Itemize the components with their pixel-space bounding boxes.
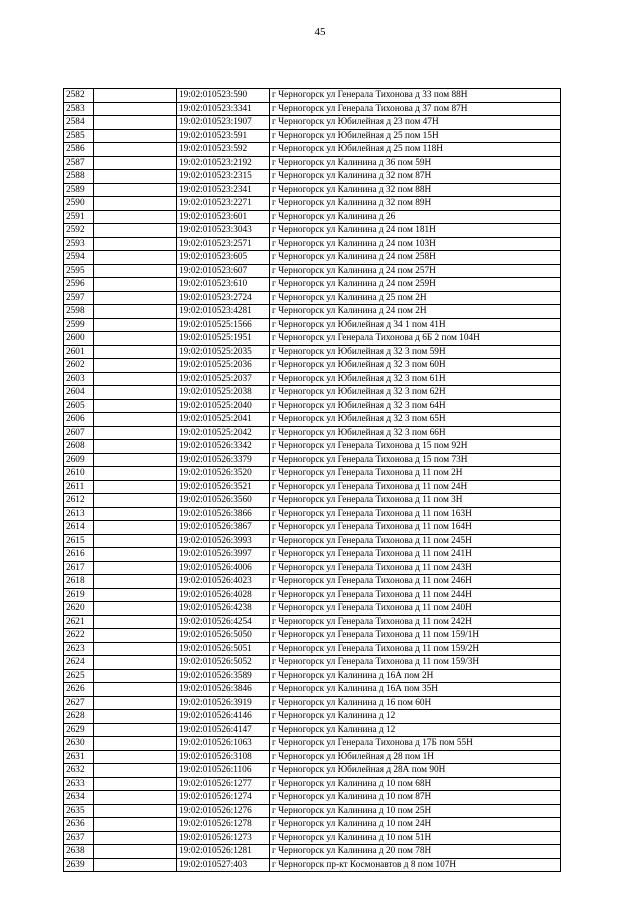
table-row bbox=[64, 629, 561, 643]
table-row bbox=[64, 291, 561, 305]
row-number-cell: 2597 bbox=[64, 291, 94, 305]
empty-cell bbox=[94, 89, 177, 103]
empty-cell bbox=[94, 615, 177, 629]
address-cell: г Черногорск ул Калинина д 36 пом 59Н bbox=[270, 156, 561, 170]
cadastral-number-cell: 19:02:010526:1281 bbox=[177, 845, 270, 859]
table-row bbox=[64, 116, 561, 130]
address-cell: г Черногорск ул Калинина д 32 пом 89Н bbox=[270, 197, 561, 211]
table-row bbox=[64, 845, 561, 859]
address-cell: г Черногорск ул Юбилейная д 32 3 пом 60Н bbox=[270, 359, 561, 373]
address-cell: г Черногорск ул Генерала Тихонова д 15 пом 92Н bbox=[270, 440, 561, 454]
empty-cell bbox=[94, 210, 177, 224]
empty-cell bbox=[94, 629, 177, 643]
cadastral-number-cell: 19:02:010526:4147 bbox=[177, 723, 270, 737]
address-cell: г Черногорск ул Юбилейная д 28А пом 90Н bbox=[270, 764, 561, 778]
table-row bbox=[64, 305, 561, 319]
row-number-cell: 2608 bbox=[64, 440, 94, 454]
cadastral-number-cell: 19:02:010526:4238 bbox=[177, 602, 270, 616]
address-cell: г Черногорск ул Калинина д 10 пом 87Н bbox=[270, 791, 561, 805]
address-cell: г Черногорск ул Калинина д 24 пом 2Н bbox=[270, 305, 561, 319]
address-cell: г Черногорск ул Генерала Тихонова д 11 пом 243Н bbox=[270, 561, 561, 575]
row-number-cell: 2637 bbox=[64, 831, 94, 845]
empty-cell bbox=[94, 521, 177, 535]
table-row bbox=[64, 332, 561, 346]
row-number-cell: 2633 bbox=[64, 777, 94, 791]
address-cell: г Черногорск ул Юбилейная д 32 3 пом 65Н bbox=[270, 413, 561, 427]
cadastral-number-cell: 19:02:010526:3867 bbox=[177, 521, 270, 535]
address-cell: г Черногорск ул Генерала Тихонова д 11 пом 2Н bbox=[270, 467, 561, 481]
empty-cell bbox=[94, 183, 177, 197]
cadastral-number-cell: 19:02:010523:601 bbox=[177, 210, 270, 224]
table-row bbox=[64, 467, 561, 481]
table-row bbox=[64, 426, 561, 440]
row-number-cell: 2614 bbox=[64, 521, 94, 535]
empty-cell bbox=[94, 116, 177, 130]
address-cell: г Черногорск ул Калинина д 16А пом 2Н bbox=[270, 669, 561, 683]
address-cell: г Черногорск ул Генерала Тихонова д 11 пом 164Н bbox=[270, 521, 561, 535]
cadastral-number-cell: 19:02:010527:403 bbox=[177, 858, 270, 872]
empty-cell bbox=[94, 291, 177, 305]
row-number-cell: 2593 bbox=[64, 237, 94, 251]
table-row bbox=[64, 399, 561, 413]
cadastral-number-cell: 19:02:010523:2724 bbox=[177, 291, 270, 305]
empty-cell bbox=[94, 656, 177, 670]
cadastral-number-cell: 19:02:010525:2035 bbox=[177, 345, 270, 359]
table-row bbox=[64, 453, 561, 467]
empty-cell bbox=[94, 102, 177, 116]
cadastral-number-cell: 19:02:010526:3520 bbox=[177, 467, 270, 481]
row-number-cell: 2607 bbox=[64, 426, 94, 440]
table-row bbox=[64, 197, 561, 211]
address-cell: г Черногорск ул Генерала Тихонова д 15 пом 73Н bbox=[270, 453, 561, 467]
table-row bbox=[64, 210, 561, 224]
address-cell: г Черногорск ул Юбилейная д 28 пом 1Н bbox=[270, 750, 561, 764]
empty-cell bbox=[94, 507, 177, 521]
row-number-cell: 2639 bbox=[64, 858, 94, 872]
address-cell: г Черногорск ул Генерала Тихонова д 11 пом 159/3Н bbox=[270, 656, 561, 670]
table-row bbox=[64, 251, 561, 265]
empty-cell bbox=[94, 494, 177, 508]
cadastral-number-cell: 19:02:010526:1063 bbox=[177, 737, 270, 751]
cadastral-number-cell: 19:02:010526:1276 bbox=[177, 804, 270, 818]
empty-cell bbox=[94, 129, 177, 143]
address-cell: г Черногорск ул Калинина д 20 пом 78Н bbox=[270, 845, 561, 859]
row-number-cell: 2582 bbox=[64, 89, 94, 103]
row-number-cell: 2603 bbox=[64, 372, 94, 386]
row-number-cell: 2632 bbox=[64, 764, 94, 778]
cadastral-number-cell: 19:02:010523:3043 bbox=[177, 224, 270, 238]
table-row bbox=[64, 737, 561, 751]
row-number-cell: 2604 bbox=[64, 386, 94, 400]
empty-cell bbox=[94, 372, 177, 386]
cadastral-number-cell: 19:02:010526:5050 bbox=[177, 629, 270, 643]
table-row bbox=[64, 696, 561, 710]
cadastral-number-cell: 19:02:010526:3997 bbox=[177, 548, 270, 562]
row-number-cell: 2589 bbox=[64, 183, 94, 197]
page-number: 45 bbox=[314, 26, 326, 38]
cadastral-number-cell: 19:02:010526:1277 bbox=[177, 777, 270, 791]
cadastral-number-cell: 19:02:010526:4254 bbox=[177, 615, 270, 629]
address-cell: г Черногорск ул Генерала Тихонова д 33 пом 88Н bbox=[270, 89, 561, 103]
address-cell: г Черногорск ул Калинина д 10 пом 24Н bbox=[270, 818, 561, 832]
row-number-cell: 2612 bbox=[64, 494, 94, 508]
table-row bbox=[64, 156, 561, 170]
empty-cell bbox=[94, 764, 177, 778]
empty-cell bbox=[94, 426, 177, 440]
row-number-cell: 2601 bbox=[64, 345, 94, 359]
address-cell: г Черногорск ул Юбилейная д 32 3 пом 61Н bbox=[270, 372, 561, 386]
table-row bbox=[64, 143, 561, 157]
table-row bbox=[64, 480, 561, 494]
address-cell: г Черногорск ул Калинина д 24 пом 259Н bbox=[270, 278, 561, 292]
empty-cell bbox=[94, 737, 177, 751]
row-number-cell: 2619 bbox=[64, 588, 94, 602]
cadastral-number-cell: 19:02:010523:592 bbox=[177, 143, 270, 157]
address-cell: г Черногорск ул Юбилейная д 32 3 пом 66Н bbox=[270, 426, 561, 440]
cadastral-number-cell: 19:02:010526:4146 bbox=[177, 710, 270, 724]
table-row bbox=[64, 237, 561, 251]
cadastral-number-cell: 19:02:010525:2037 bbox=[177, 372, 270, 386]
empty-cell bbox=[94, 413, 177, 427]
row-number-cell: 2609 bbox=[64, 453, 94, 467]
table-row bbox=[64, 764, 561, 778]
row-number-cell: 2627 bbox=[64, 696, 94, 710]
empty-cell bbox=[94, 696, 177, 710]
table-row bbox=[64, 575, 561, 589]
cadastral-number-cell: 19:02:010526:3379 bbox=[177, 453, 270, 467]
table-row bbox=[64, 102, 561, 116]
cadastral-number-cell: 19:02:010526:4028 bbox=[177, 588, 270, 602]
cadastral-number-cell: 19:02:010526:4006 bbox=[177, 561, 270, 575]
address-cell: г Черногорск ул Генерала Тихонова д 11 пом 3Н bbox=[270, 494, 561, 508]
row-number-cell: 2590 bbox=[64, 197, 94, 211]
cadastral-number-cell: 19:02:010526:3866 bbox=[177, 507, 270, 521]
address-cell: г Черногорск ул Генерала Тихонова д 11 пом 163Н bbox=[270, 507, 561, 521]
table-row bbox=[64, 615, 561, 629]
row-number-cell: 2634 bbox=[64, 791, 94, 805]
empty-cell bbox=[94, 453, 177, 467]
empty-cell bbox=[94, 440, 177, 454]
empty-cell bbox=[94, 197, 177, 211]
cadastral-number-cell: 19:02:010525:2040 bbox=[177, 399, 270, 413]
row-number-cell: 2624 bbox=[64, 656, 94, 670]
table-row bbox=[64, 507, 561, 521]
row-number-cell: 2602 bbox=[64, 359, 94, 373]
address-cell: г Черногорск ул Калинина д 16 пом 60Н bbox=[270, 696, 561, 710]
table-row bbox=[64, 669, 561, 683]
address-cell: г Черногорск ул Юбилейная д 32 3 пом 62Н bbox=[270, 386, 561, 400]
address-cell: г Черногорск ул Юбилейная д 32 3 пом 64Н bbox=[270, 399, 561, 413]
empty-cell bbox=[94, 723, 177, 737]
address-cell: г Черногорск ул Калинина д 12 bbox=[270, 710, 561, 724]
row-number-cell: 2595 bbox=[64, 264, 94, 278]
address-cell: г Черногорск ул Генерала Тихонова д 17Б пом 55Н bbox=[270, 737, 561, 751]
row-number-cell: 2606 bbox=[64, 413, 94, 427]
table-row bbox=[64, 548, 561, 562]
empty-cell bbox=[94, 251, 177, 265]
table-row bbox=[64, 413, 561, 427]
table-row bbox=[64, 858, 561, 872]
cadastral-number-cell: 19:02:010526:3993 bbox=[177, 534, 270, 548]
row-number-cell: 2598 bbox=[64, 305, 94, 319]
cadastral-number-cell: 19:02:010526:5051 bbox=[177, 642, 270, 656]
empty-cell bbox=[94, 804, 177, 818]
cadastral-number-cell: 19:02:010526:3108 bbox=[177, 750, 270, 764]
row-number-cell: 2585 bbox=[64, 129, 94, 143]
table-row bbox=[64, 642, 561, 656]
row-number-cell: 2617 bbox=[64, 561, 94, 575]
address-cell: г Черногорск ул Калинина д 16А пом 35Н bbox=[270, 683, 561, 697]
row-number-cell: 2610 bbox=[64, 467, 94, 481]
address-cell: г Черногорск ул Генерала Тихонова д 11 пом 241Н bbox=[270, 548, 561, 562]
row-number-cell: 2621 bbox=[64, 615, 94, 629]
address-cell: г Черногорск ул Калинина д 10 пом 68Н bbox=[270, 777, 561, 791]
cadastral-number-cell: 19:02:010523:590 bbox=[177, 89, 270, 103]
table-row bbox=[64, 804, 561, 818]
cadastral-number-cell: 19:02:010526:3919 bbox=[177, 696, 270, 710]
row-number-cell: 2618 bbox=[64, 575, 94, 589]
cadastral-number-cell: 19:02:010526:1278 bbox=[177, 818, 270, 832]
cadastral-number-cell: 19:02:010526:3521 bbox=[177, 480, 270, 494]
address-cell: г Черногорск ул Генерала Тихонова д 11 пом 159/2Н bbox=[270, 642, 561, 656]
empty-cell bbox=[94, 386, 177, 400]
row-number-cell: 2596 bbox=[64, 278, 94, 292]
registry-table-body bbox=[64, 89, 561, 872]
table-row bbox=[64, 777, 561, 791]
empty-cell bbox=[94, 575, 177, 589]
row-number-cell: 2630 bbox=[64, 737, 94, 751]
empty-cell bbox=[94, 750, 177, 764]
row-number-cell: 2588 bbox=[64, 170, 94, 184]
empty-cell bbox=[94, 480, 177, 494]
table-row bbox=[64, 602, 561, 616]
table-row bbox=[64, 264, 561, 278]
table-row bbox=[64, 372, 561, 386]
table-row bbox=[64, 818, 561, 832]
empty-cell bbox=[94, 710, 177, 724]
empty-cell bbox=[94, 399, 177, 413]
cadastral-number-cell: 19:02:010526:5052 bbox=[177, 656, 270, 670]
cadastral-number-cell: 19:02:010526:3560 bbox=[177, 494, 270, 508]
empty-cell bbox=[94, 683, 177, 697]
cadastral-number-cell: 19:02:010525:2042 bbox=[177, 426, 270, 440]
table-row bbox=[64, 831, 561, 845]
empty-cell bbox=[94, 467, 177, 481]
empty-cell bbox=[94, 359, 177, 373]
empty-cell bbox=[94, 278, 177, 292]
cadastral-number-cell: 19:02:010523:607 bbox=[177, 264, 270, 278]
empty-cell bbox=[94, 548, 177, 562]
row-number-cell: 2594 bbox=[64, 251, 94, 265]
address-cell: г Черногорск ул Юбилейная д 34 1 пом 41Н bbox=[270, 318, 561, 332]
address-cell: г Черногорск ул Генерала Тихонова д 11 пом 240Н bbox=[270, 602, 561, 616]
table-row bbox=[64, 89, 561, 103]
table-row bbox=[64, 386, 561, 400]
empty-cell bbox=[94, 602, 177, 616]
cadastral-number-cell: 19:02:010523:2341 bbox=[177, 183, 270, 197]
row-number-cell: 2599 bbox=[64, 318, 94, 332]
table-row bbox=[64, 129, 561, 143]
cadastral-number-cell: 19:02:010525:2041 bbox=[177, 413, 270, 427]
address-cell: г Черногорск ул Генерала Тихонова д 11 пом 245Н bbox=[270, 534, 561, 548]
row-number-cell: 2587 bbox=[64, 156, 94, 170]
table-row bbox=[64, 440, 561, 454]
empty-cell bbox=[94, 345, 177, 359]
cadastral-number-cell: 19:02:010526:1106 bbox=[177, 764, 270, 778]
address-cell: г Черногорск ул Калинина д 32 пом 88Н bbox=[270, 183, 561, 197]
row-number-cell: 2605 bbox=[64, 399, 94, 413]
empty-cell bbox=[94, 237, 177, 251]
table-row bbox=[64, 278, 561, 292]
row-number-cell: 2615 bbox=[64, 534, 94, 548]
address-cell: г Черногорск ул Калинина д 10 пом 51Н bbox=[270, 831, 561, 845]
table-row bbox=[64, 183, 561, 197]
address-cell: г Черногорск ул Генерала Тихонова д 6Б 2 пом 104Н bbox=[270, 332, 561, 346]
table-row bbox=[64, 494, 561, 508]
cadastral-number-cell: 19:02:010525:1566 bbox=[177, 318, 270, 332]
address-cell: г Черногорск ул Калинина д 24 пом 258Н bbox=[270, 251, 561, 265]
empty-cell bbox=[94, 332, 177, 346]
address-cell: г Черногорск ул Генерала Тихонова д 11 пом 246Н bbox=[270, 575, 561, 589]
empty-cell bbox=[94, 818, 177, 832]
empty-cell bbox=[94, 588, 177, 602]
address-cell: г Черногорск ул Калинина д 10 пом 25Н bbox=[270, 804, 561, 818]
address-cell: г Черногорск пр-кт Космонавтов д 8 пом 107Н bbox=[270, 858, 561, 872]
address-cell: г Черногорск ул Калинина д 24 пом 103Н bbox=[270, 237, 561, 251]
address-cell: г Черногорск ул Калинина д 26 bbox=[270, 210, 561, 224]
table-row bbox=[64, 588, 561, 602]
row-number-cell: 2622 bbox=[64, 629, 94, 643]
address-cell: г Черногорск ул Генерала Тихонова д 37 пом 87Н bbox=[270, 102, 561, 116]
empty-cell bbox=[94, 845, 177, 859]
table-row bbox=[64, 224, 561, 238]
row-number-cell: 2638 bbox=[64, 845, 94, 859]
row-number-cell: 2636 bbox=[64, 818, 94, 832]
cadastral-number-cell: 19:02:010526:3846 bbox=[177, 683, 270, 697]
cadastral-number-cell: 19:02:010525:1951 bbox=[177, 332, 270, 346]
cadastral-number-cell: 19:02:010523:610 bbox=[177, 278, 270, 292]
row-number-cell: 2623 bbox=[64, 642, 94, 656]
empty-cell bbox=[94, 791, 177, 805]
table-row bbox=[64, 723, 561, 737]
table-row bbox=[64, 359, 561, 373]
table-row bbox=[64, 750, 561, 764]
empty-cell bbox=[94, 318, 177, 332]
table-row bbox=[64, 170, 561, 184]
row-number-cell: 2600 bbox=[64, 332, 94, 346]
empty-cell bbox=[94, 305, 177, 319]
address-cell: г Черногорск ул Калинина д 24 пом 181Н bbox=[270, 224, 561, 238]
empty-cell bbox=[94, 143, 177, 157]
row-number-cell: 2628 bbox=[64, 710, 94, 724]
row-number-cell: 2635 bbox=[64, 804, 94, 818]
table-row bbox=[64, 656, 561, 670]
empty-cell bbox=[94, 642, 177, 656]
address-cell: г Черногорск ул Юбилейная д 32 3 пом 59Н bbox=[270, 345, 561, 359]
empty-cell bbox=[94, 561, 177, 575]
cadastral-number-cell: 19:02:010523:591 bbox=[177, 129, 270, 143]
address-cell: г Черногорск ул Юбилейная д 25 пом 15Н bbox=[270, 129, 561, 143]
table-row bbox=[64, 683, 561, 697]
empty-cell bbox=[94, 777, 177, 791]
cadastral-number-cell: 19:02:010526:3589 bbox=[177, 669, 270, 683]
address-cell: г Черногорск ул Генерала Тихонова д 11 пом 24Н bbox=[270, 480, 561, 494]
empty-cell bbox=[94, 831, 177, 845]
cadastral-number-cell: 19:02:010523:2315 bbox=[177, 170, 270, 184]
row-number-cell: 2629 bbox=[64, 723, 94, 737]
cadastral-number-cell: 19:02:010523:2192 bbox=[177, 156, 270, 170]
empty-cell bbox=[94, 224, 177, 238]
empty-cell bbox=[94, 264, 177, 278]
row-number-cell: 2620 bbox=[64, 602, 94, 616]
cadastral-number-cell: 19:02:010523:605 bbox=[177, 251, 270, 265]
row-number-cell: 2611 bbox=[64, 480, 94, 494]
table-row bbox=[64, 345, 561, 359]
table-row bbox=[64, 534, 561, 548]
row-number-cell: 2625 bbox=[64, 669, 94, 683]
cadastral-number-cell: 19:02:010525:2036 bbox=[177, 359, 270, 373]
cadastral-number-cell: 19:02:010523:4281 bbox=[177, 305, 270, 319]
cadastral-number-cell: 19:02:010526:1274 bbox=[177, 791, 270, 805]
row-number-cell: 2586 bbox=[64, 143, 94, 157]
cadastral-number-cell: 19:02:010523:2571 bbox=[177, 237, 270, 251]
row-number-cell: 2591 bbox=[64, 210, 94, 224]
empty-cell bbox=[94, 534, 177, 548]
row-number-cell: 2626 bbox=[64, 683, 94, 697]
registry-table bbox=[63, 88, 561, 872]
cadastral-number-cell: 19:02:010523:2271 bbox=[177, 197, 270, 211]
cadastral-number-cell: 19:02:010526:1273 bbox=[177, 831, 270, 845]
empty-cell bbox=[94, 156, 177, 170]
cadastral-number-cell: 19:02:010526:4023 bbox=[177, 575, 270, 589]
cadastral-number-cell: 19:02:010525:2038 bbox=[177, 386, 270, 400]
table-row bbox=[64, 318, 561, 332]
row-number-cell: 2631 bbox=[64, 750, 94, 764]
row-number-cell: 2592 bbox=[64, 224, 94, 238]
table-row bbox=[64, 561, 561, 575]
address-cell: г Черногорск ул Генерала Тихонова д 11 пом 244Н bbox=[270, 588, 561, 602]
row-number-cell: 2583 bbox=[64, 102, 94, 116]
address-cell: г Черногорск ул Юбилейная д 25 пом 118Н bbox=[270, 143, 561, 157]
table-row bbox=[64, 710, 561, 724]
row-number-cell: 2584 bbox=[64, 116, 94, 130]
empty-cell bbox=[94, 858, 177, 872]
row-number-cell: 2613 bbox=[64, 507, 94, 521]
address-cell: г Черногорск ул Генерала Тихонова д 11 пом 159/1Н bbox=[270, 629, 561, 643]
empty-cell bbox=[94, 669, 177, 683]
address-cell: г Черногорск ул Юбилейная д 23 пом 47Н bbox=[270, 116, 561, 130]
address-cell: г Черногорск ул Калинина д 25 пом 2Н bbox=[270, 291, 561, 305]
address-cell: г Черногорск ул Генерала Тихонова д 11 пом 242Н bbox=[270, 615, 561, 629]
cadastral-number-cell: 19:02:010526:3342 bbox=[177, 440, 270, 454]
table-row bbox=[64, 521, 561, 535]
table-row bbox=[64, 791, 561, 805]
cadastral-number-cell: 19:02:010523:1907 bbox=[177, 116, 270, 130]
empty-cell bbox=[94, 170, 177, 184]
cadastral-number-cell: 19:02:010523:3341 bbox=[177, 102, 270, 116]
row-number-cell: 2616 bbox=[64, 548, 94, 562]
address-cell: г Черногорск ул Калинина д 12 bbox=[270, 723, 561, 737]
address-cell: г Черногорск ул Калинина д 32 пом 87Н bbox=[270, 170, 561, 184]
address-cell: г Черногорск ул Калинина д 24 пом 257Н bbox=[270, 264, 561, 278]
